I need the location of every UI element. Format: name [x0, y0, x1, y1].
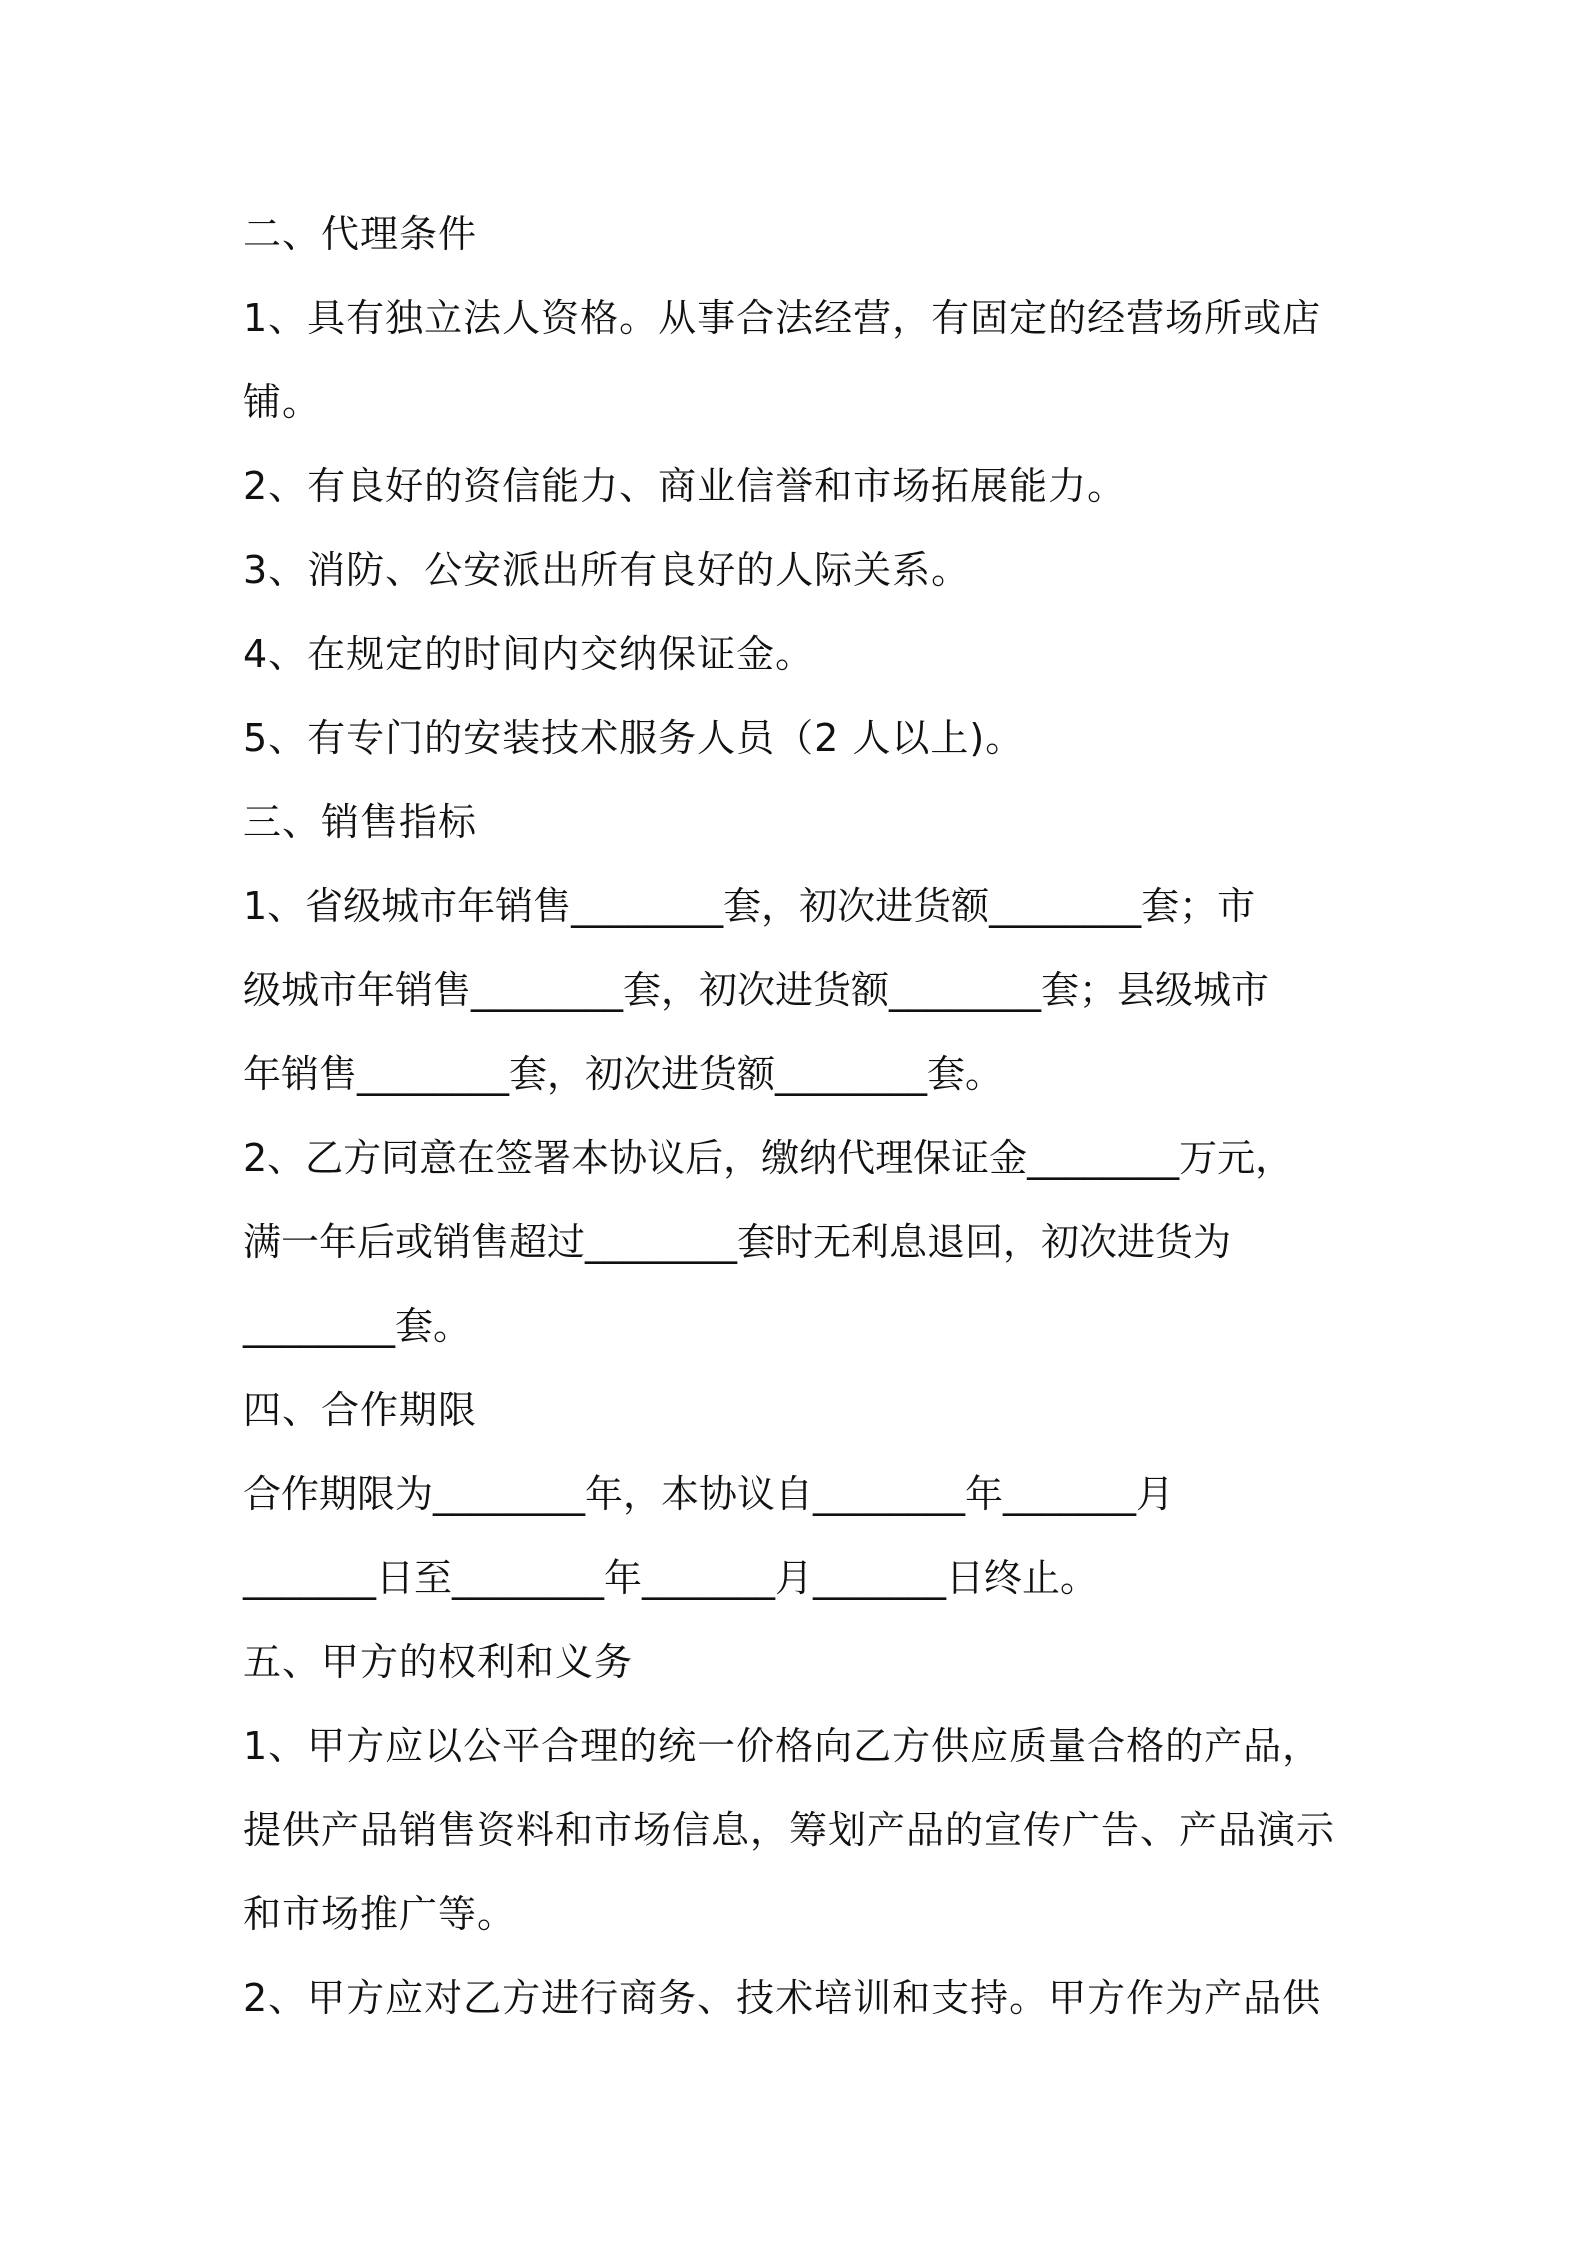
- paragraph-line: 2、乙方同意在签署本协议后，缴纳代理保证金________万元，: [243, 1136, 1294, 1180]
- paragraph-line: 1、甲方应以公平合理的统一价格向乙方供应质量合格的产品，: [243, 1724, 1322, 1768]
- paragraph-line: 铺。: [243, 380, 322, 424]
- section-heading-agency-conditions: 二、代理条件: [243, 212, 478, 256]
- paragraph-line: 5、有专门的安装技术服务人员（2 人以上)。: [243, 716, 1025, 760]
- paragraph-line: 满一年后或销售超过________套时无利息退回，初次进货为: [243, 1220, 1232, 1264]
- paragraph-line: 级城市年销售________套，初次进货额________套；县级城市: [243, 968, 1270, 1012]
- section-heading-party-a-rights: 五、甲方的权利和义务: [243, 1640, 634, 1684]
- paragraph-line: ________套。: [243, 1304, 472, 1348]
- section-heading-cooperation-term: 四、合作期限: [243, 1388, 478, 1432]
- document-page: [243, 192, 1361, 2040]
- paragraph-line: 合作期限为________年，本协议自________年_______月: [243, 1472, 1175, 1516]
- paragraph-line: 提供产品销售资料和市场信息，筹划产品的宣传广告、产品演示: [243, 1808, 1336, 1852]
- paragraph-line: 3、消防、公安派出所有良好的人际关系。: [243, 548, 971, 592]
- paragraph-line: 2、甲方应对乙方进行商务、技术培训和支持。甲方作为产品供: [243, 1976, 1322, 2020]
- paragraph-line: 2、有良好的资信能力、商业信誉和市场拓展能力。: [243, 464, 1127, 508]
- paragraph-line: 1、省级城市年销售________套，初次进货额________套；市: [243, 884, 1256, 928]
- paragraph-line: 1、具有独立法人资格。从事合法经营，有固定的经营场所或店: [243, 296, 1322, 340]
- paragraph-line: 年销售________套，初次进货额________套。: [243, 1052, 1004, 1096]
- paragraph-line: 和市场推广等。: [243, 1892, 517, 1936]
- paragraph-line: _______日至________年_______月_______日终止。: [243, 1556, 1099, 1600]
- paragraph-line: 4、在规定的时间内交纳保证金。: [243, 632, 815, 676]
- section-heading-sales-targets: 三、销售指标: [243, 800, 478, 844]
